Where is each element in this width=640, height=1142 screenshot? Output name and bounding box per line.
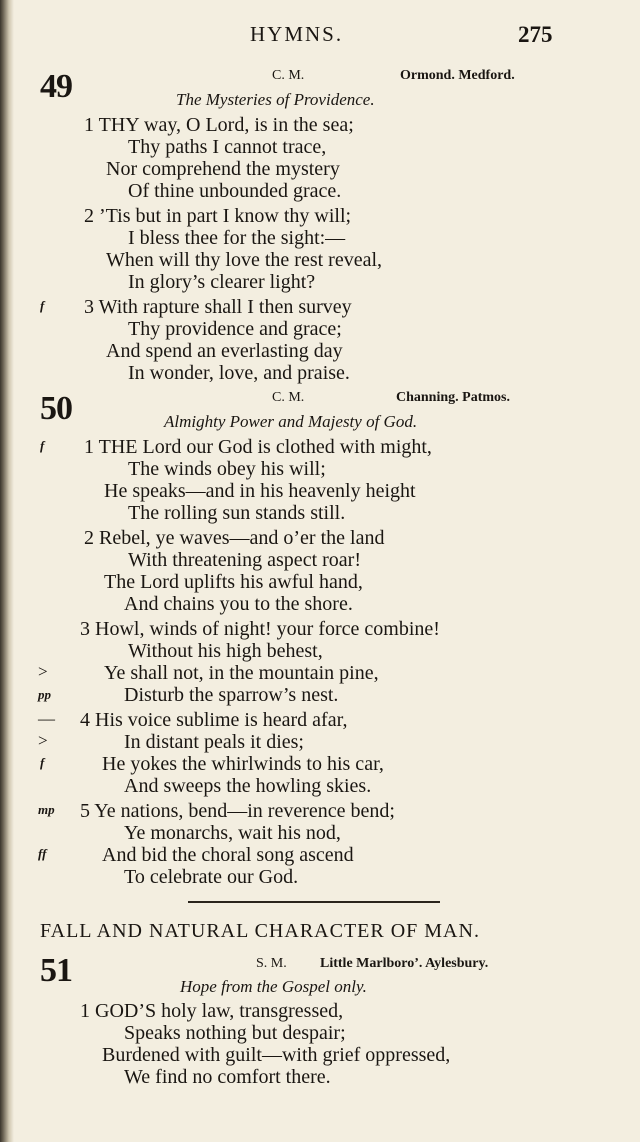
- hymn-number-49: 49: [40, 68, 72, 105]
- hymn-49-title: The Mysteries of Providence.: [176, 90, 375, 109]
- hymn-50-line: 2 Rebel, ye waves—and o’er the land: [84, 527, 385, 549]
- hymn-50-line: 5 Ye nations, bend—in reverence bend;: [80, 800, 395, 822]
- hymn-50-line: Without his high behest,: [128, 640, 323, 662]
- hymn-51-line: 1 GOD’S holy law, transgressed,: [80, 1000, 344, 1022]
- hymn-50-line: The Lord uplifts his awful hand,: [104, 571, 363, 593]
- dynamic-mark-f: f: [40, 438, 45, 453]
- section-heading: FALL AND NATURAL CHARACTER OF MAN.: [40, 920, 480, 942]
- hymn-49-line: 2 ’Tis but in part I know thy will;: [84, 205, 352, 227]
- page-spine-shadow: [0, 0, 14, 1142]
- hymn-49-line: 1 THY way, O Lord, is in the sea;: [84, 114, 354, 136]
- hymn-50-line: And chains you to the shore.: [124, 593, 353, 615]
- hymn-50-line: Ye shall not, in the mountain pine,: [104, 662, 379, 684]
- dynamic-mark-crescendo: >: [38, 731, 48, 750]
- hymn-49-line: Of thine unbounded grace.: [128, 180, 342, 202]
- hymn-50-title: Almighty Power and Majesty of God.: [164, 412, 418, 431]
- hymn-50-line: And sweeps the howling skies.: [124, 775, 372, 797]
- page-number: 275: [518, 22, 553, 47]
- hymn-51-line: We find no comfort there.: [124, 1066, 331, 1088]
- hymn-49-line: In wonder, love, and praise.: [128, 362, 350, 384]
- hymn-50-meter: C. M.: [272, 390, 305, 405]
- hymn-49-tunes: Ormond. Medford.: [400, 68, 515, 83]
- hymn-50-line: He speaks—and in his heavenly height: [104, 480, 416, 502]
- hymn-50-line: Disturb the sparrow’s nest.: [124, 684, 339, 706]
- hymn-number-51: 51: [40, 952, 72, 989]
- dynamic-mark-f: f: [40, 298, 45, 313]
- hymn-number-50: 50: [40, 390, 72, 427]
- dynamic-mark-dash: —: [38, 709, 55, 728]
- hymn-50-line: The winds obey his will;: [128, 458, 326, 480]
- hymn-49-line: Thy providence and grace;: [128, 318, 342, 340]
- hymn-50-line: 1 THE Lord our God is clothed with might,: [84, 436, 432, 458]
- hymn-49-line: 3 With rapture shall I then survey: [84, 296, 352, 318]
- dynamic-mark-crescendo: >: [38, 662, 48, 681]
- hymn-50-tunes: Channing. Patmos.: [396, 390, 510, 405]
- dynamic-mark-ff: ff: [38, 846, 47, 861]
- section-rule: [188, 901, 440, 903]
- hymn-50-line: 4 His voice sublime is heard afar,: [80, 709, 348, 731]
- dynamic-mark-f: f: [40, 755, 45, 770]
- hymn-49-line: In glory’s clearer light?: [128, 271, 316, 293]
- hymn-49-meter: C. M.: [272, 68, 305, 83]
- hymn-50-line: 3 Howl, winds of night! your force combine!: [80, 618, 440, 640]
- hymn-49-line: When will thy love the rest reveal,: [106, 249, 383, 271]
- hymn-51-title: Hope from the Gospel only.: [180, 977, 367, 996]
- hymn-50-line: In distant peals it dies;: [124, 731, 304, 753]
- hymn-49-line: Nor comprehend the mystery: [106, 158, 340, 180]
- dynamic-mark-pp: pp: [38, 687, 51, 702]
- hymn-50-line: To celebrate our God.: [124, 866, 299, 888]
- hymn-49-line: I bless thee for the sight:—: [128, 227, 346, 249]
- hymn-49-line: And spend an everlasting day: [106, 340, 343, 362]
- hymn-51-line: Speaks nothing but despair;: [124, 1022, 346, 1044]
- hymn-50-line: And bid the choral song ascend: [102, 844, 354, 866]
- hymn-51-tunes: Little Marlboro’. Aylesbury.: [320, 956, 489, 971]
- hymn-50-line: He yokes the whirlwinds to his car,: [102, 753, 384, 775]
- hymn-51-line: Burdened with guilt—with grief oppressed,: [102, 1044, 451, 1066]
- hymn-50-line: The rolling sun stands still.: [128, 502, 346, 524]
- hymn-50-line: Ye monarchs, wait his nod,: [124, 822, 341, 844]
- dynamic-mark-mp: mp: [38, 802, 55, 817]
- hymn-50-line: With threatening aspect roar!: [128, 549, 361, 571]
- hymn-51-meter: S. M.: [256, 956, 287, 971]
- running-head-title: HYMNS.: [250, 22, 344, 46]
- hymn-49-line: Thy paths I cannot trace,: [128, 136, 327, 158]
